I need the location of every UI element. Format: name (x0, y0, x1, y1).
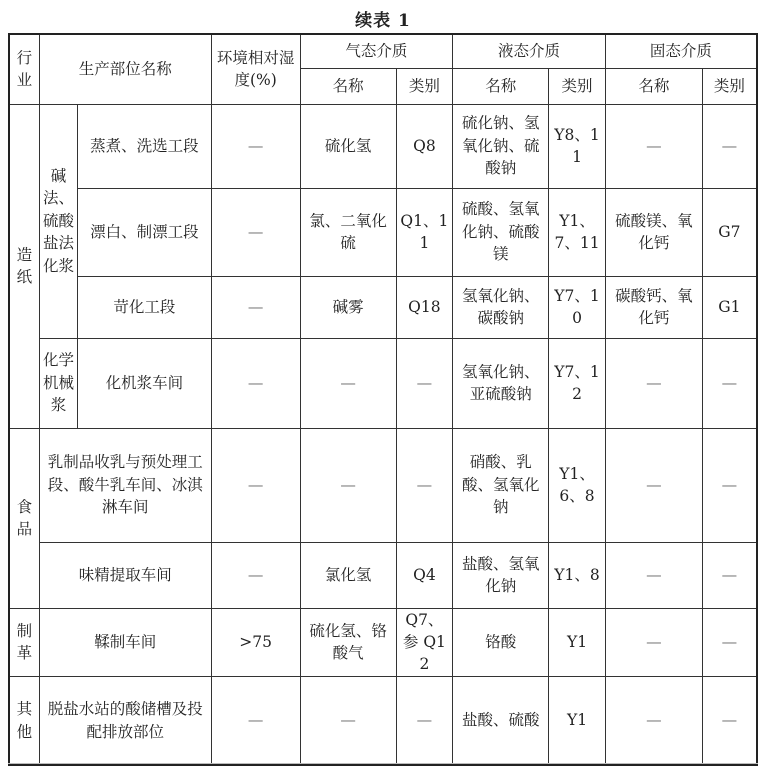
header-solid: 固态介质 (605, 34, 757, 68)
row-gas-name: 氯、二氧化硫 (300, 188, 396, 276)
row-solid-category: — (702, 104, 757, 188)
table-row (9, 608, 757, 676)
row-gas-name: 氯化氢 (300, 542, 396, 608)
row-humidity: — (211, 188, 300, 276)
row-liquid-category: Y1、6、8 (549, 428, 606, 542)
row-humidity: — (211, 104, 300, 188)
row-location: 苛化工段 (78, 276, 211, 338)
row-solid-name: — (605, 542, 702, 608)
header-liquid-name: 名称 (453, 68, 549, 104)
row-liquid-name: 硫酸、氢氧化钠、硫酸镁 (453, 188, 549, 276)
row-liquid-name: 盐酸、氢氧化钠 (453, 542, 549, 608)
row-solid-category: — (702, 428, 757, 542)
row-humidity: >75 (211, 608, 300, 676)
row-gas-category: Q18 (396, 276, 453, 338)
header-industry: 行业 (9, 34, 39, 104)
table-row (9, 276, 757, 338)
table-row (9, 188, 757, 276)
group-food: 食品 (9, 428, 39, 608)
row-gas-category: — (396, 428, 453, 542)
media-table (8, 33, 758, 766)
row-liquid-name: 硫化钠、氢氧化钠、硫酸钠 (453, 104, 549, 188)
group-leather: 制革 (9, 608, 39, 676)
row-solid-name: 碳酸钙、氧化钙 (605, 276, 702, 338)
row-liquid-category: Y8、11 (549, 104, 606, 188)
header-humidity: 环境相对湿度(%) (211, 34, 300, 104)
header-liquid-category: 类别 (549, 68, 606, 104)
row-solid-category: — (702, 542, 757, 608)
row-humidity: — (211, 338, 300, 428)
row-gas-name: 硫化氢 (300, 104, 396, 188)
header-liquid: 液态介质 (453, 34, 606, 68)
row-liquid-name: 盐酸、硫酸 (453, 676, 549, 765)
row-liquid-category: Y7、10 (549, 276, 606, 338)
row-gas-category: — (396, 338, 453, 428)
header-solid-name: 名称 (605, 68, 702, 104)
row-gas-name: — (300, 338, 396, 428)
bottom-divider (8, 763, 758, 764)
header-location: 生产部位名称 (39, 34, 211, 104)
row-liquid-category: Y1、7、11 (549, 188, 606, 276)
row-location: 漂白、制漂工段 (78, 188, 211, 276)
row-gas-name: — (300, 676, 396, 765)
row-liquid-category: Y1 (549, 676, 606, 765)
row-location: 蒸煮、洗选工段 (78, 104, 211, 188)
row-liquid-category: Y1 (549, 608, 606, 676)
header-gas-name: 名称 (300, 68, 396, 104)
row-gas-category: Q8 (396, 104, 453, 188)
table-row (9, 676, 757, 765)
row-gas-name: 碱雾 (300, 276, 396, 338)
row-gas-name: 硫化氢、铬酸气 (300, 608, 396, 676)
row-solid-category: G1 (702, 276, 757, 338)
row-gas-name: — (300, 428, 396, 542)
row-solid-name: 硫酸镁、氧化钙 (605, 188, 702, 276)
header-solid-category: 类别 (702, 68, 757, 104)
row-solid-category: G7 (702, 188, 757, 276)
table-row (9, 104, 757, 188)
row-location: 脱盐水站的酸储槽及投配排放部位 (39, 676, 211, 765)
header-row-1 (9, 34, 757, 68)
row-humidity: — (211, 676, 300, 765)
table-row (9, 428, 757, 542)
row-liquid-name: 硝酸、乳酸、氢氧化钠 (453, 428, 549, 542)
row-gas-category: Q7、参 Q12 (396, 608, 453, 676)
row-humidity: — (211, 542, 300, 608)
row-solid-name: — (605, 428, 702, 542)
table-caption: 续表 1 (355, 11, 411, 31)
table-row (9, 338, 757, 428)
row-solid-name: — (605, 338, 702, 428)
row-solid-category: — (702, 338, 757, 428)
group-chem-mech: 化学机械浆 (39, 338, 77, 428)
row-solid-category: — (702, 676, 757, 765)
row-solid-name: — (605, 608, 702, 676)
header-gas-category: 类别 (396, 68, 453, 104)
row-humidity: — (211, 428, 300, 542)
row-location: 鞣制车间 (39, 608, 211, 676)
row-humidity: — (211, 276, 300, 338)
row-gas-category: Q4 (396, 542, 453, 608)
row-location: 化机浆车间 (78, 338, 211, 428)
row-liquid-name: 氢氧化钠、碳酸钠 (453, 276, 549, 338)
row-gas-category: — (396, 676, 453, 765)
group-other: 其他 (9, 676, 39, 765)
row-liquid-name: 氢氧化钠、亚硫酸钠 (453, 338, 549, 428)
row-solid-name: — (605, 676, 702, 765)
table-row (9, 542, 757, 608)
row-solid-category: — (702, 608, 757, 676)
row-location: 味精提取车间 (39, 542, 211, 608)
row-liquid-category: Y7、12 (549, 338, 606, 428)
row-gas-category: Q1、11 (396, 188, 453, 276)
row-location: 乳制品收乳与预处理工段、酸牛乳车间、冰淇淋车间 (39, 428, 211, 542)
header-gas: 气态介质 (300, 34, 453, 68)
row-liquid-name: 铬酸 (453, 608, 549, 676)
row-liquid-category: Y1、8 (549, 542, 606, 608)
group-paper: 造纸 (9, 104, 39, 428)
group-alkali: 碱法、硫酸盐法化浆 (39, 104, 77, 338)
row-solid-name: — (605, 104, 702, 188)
